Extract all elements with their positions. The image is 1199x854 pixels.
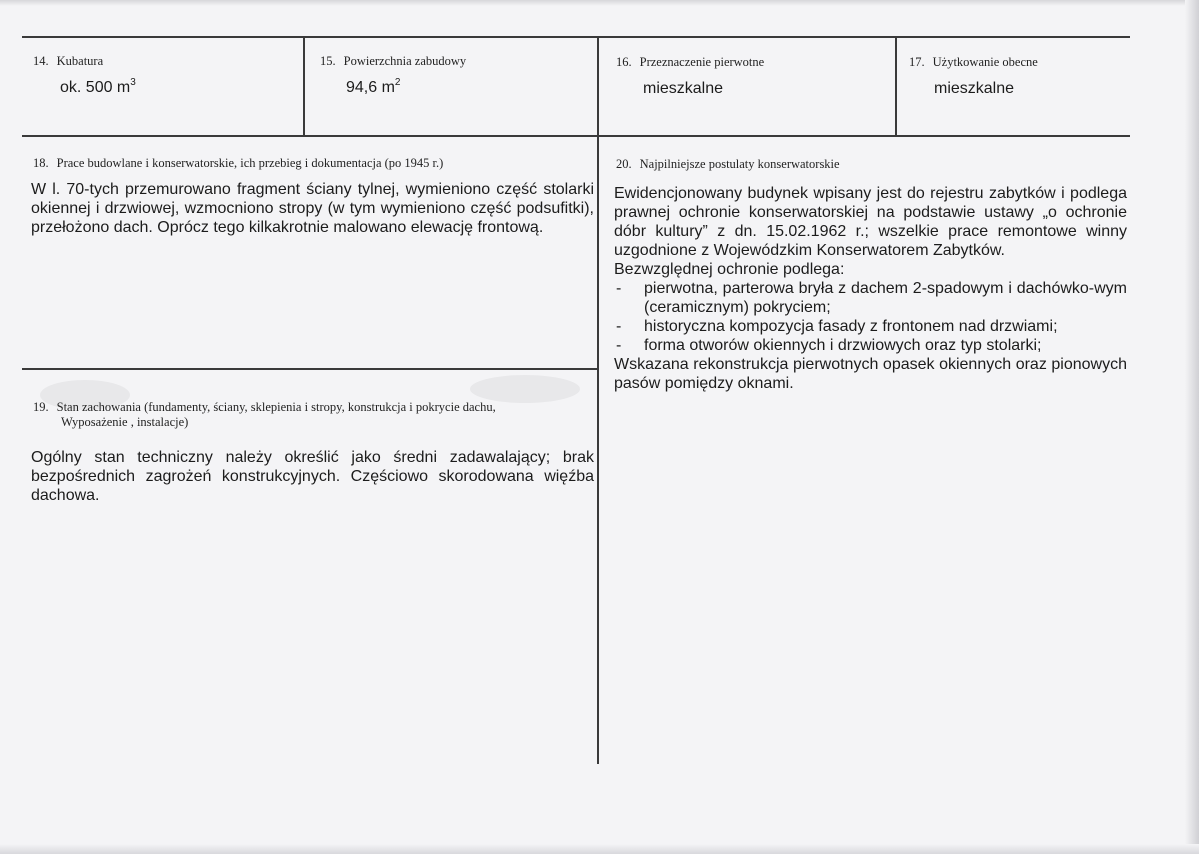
- field-20-intro: Ewidencjonowany budynek wpisany jest do rejestru zabytków i podlega prawnej ochronie konserwatorskiej na podstawie ustawy „o ochronie dóbr kultury” z dn. 15.02.1962 r.; wszelkie prace remontowe winny uzgodnione z Wojewódzkim Konserwatorem Zabytków.: [614, 185, 1127, 259]
- list-item: - pierwotna, parterowa bryła z dachem 2-spadowym i dachówko-wym (ceramicznym) pokryciem;: [616, 280, 1127, 316]
- bullet-dash: -: [616, 337, 622, 354]
- field-19-label: 19. Stan zachowania (fundamenty, ściany, sklepienia i stropy, konstrukcja i pokrycie dachu, Wyposażenie , instalacje): [33, 400, 496, 429]
- bullet-dash: -: [616, 318, 622, 335]
- rule-v1: [303, 36, 305, 137]
- field-14-label: 14. Kubatura: [33, 54, 104, 68]
- field-16-label: 16. Przeznaczenie pierwotne: [616, 55, 765, 69]
- field-16-value: mieszkalne: [643, 80, 724, 97]
- list-item: - forma otworów okiennych i drzwiowych oraz typ stolarki;: [616, 337, 1042, 354]
- field-20-label: 20. Najpilniejsze postulaty konserwatorskie: [616, 157, 840, 171]
- field-17-value: mieszkalne: [934, 80, 1015, 97]
- scan-edge-right: [1185, 0, 1199, 854]
- scan-edge-top: [0, 0, 1199, 6]
- rule-row1-bottom: [22, 135, 1130, 137]
- field-14-value: ok. 500 $m^3$: [60, 77, 136, 96]
- scan-edge-bottom: [0, 844, 1199, 854]
- rule-left-split: [22, 368, 598, 370]
- field-18-text: W l. 70-tych przemurowano fragment ściany tylnej, wymieniono część stolarki okiennej i drzwiowej, wzmocniono stropy (w tym wymieniono część podsufitki), przełożono dach. Oprócz tego kilkakrotnie malowano elewację frontową.: [31, 181, 594, 236]
- rule-v2: [597, 36, 599, 764]
- field-20-closing: Wskazana rekonstrukcja pierwotnych opasek okiennych oraz pionowych pasów pomiędzy oknami.: [614, 356, 1127, 392]
- rule-top: [22, 36, 1130, 38]
- field-20-text: [614, 184, 1127, 393]
- bullet-dash: -: [616, 280, 622, 297]
- field-15-label: 15. Powierzchnia zabudowy: [320, 54, 467, 68]
- field-19-text: Ogólny stan techniczny należy określić jako średni zadawalający; brak bezpośrednich zagrożeń konstrukcyjnych. Częściowo skorodowana więźba dachowa.: [31, 449, 594, 504]
- rule-v3: [895, 36, 897, 137]
- list-item: - historyczna kompozycja fasady z frontonem nad drzwiami;: [616, 318, 1058, 335]
- scan-smudge: [470, 375, 580, 403]
- field-15-value: 94,6 $m^2$: [346, 77, 401, 96]
- field-18-label: 18. Prace budowlane i konserwatorskie, ich przebieg i dokumentacja (po 1945 r.): [33, 156, 444, 170]
- field-20-protection-heading: Bezwzględnej ochronie podlega:: [614, 261, 845, 278]
- field-17-label: 17. Użytkowanie obecne: [909, 55, 1038, 69]
